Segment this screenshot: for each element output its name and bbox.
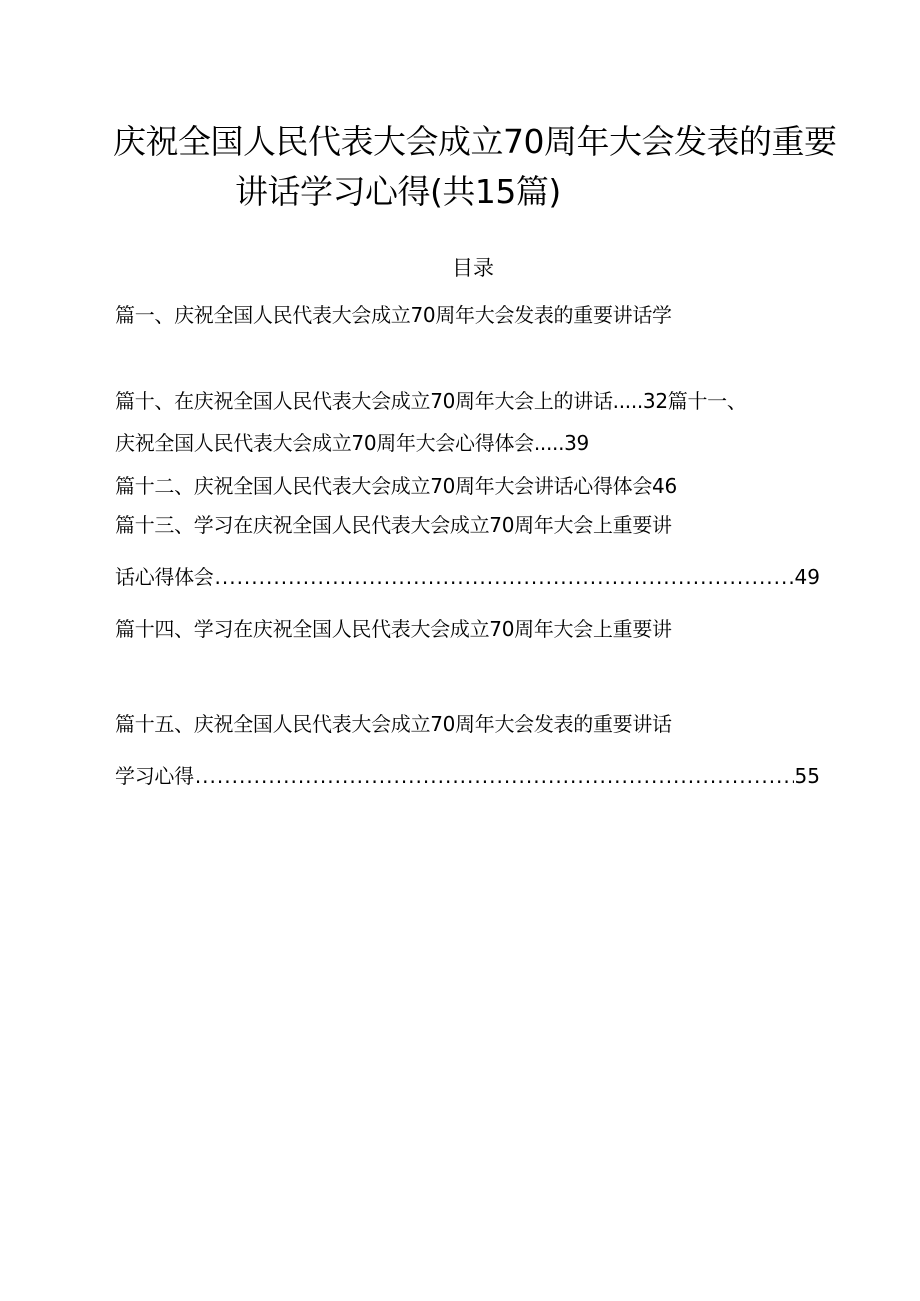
title-line-1: 庆祝全国人民代表大会成立70周年大会发表的重要 (113, 122, 837, 161)
toc-entry-15-cont[interactable] (115, 762, 820, 790)
toc-entry-text: 学习心得 (115, 764, 194, 788)
page-number: 49 (794, 565, 820, 589)
toc-entry-15[interactable]: 篇十五、庆祝全国人民代表大会成立70周年大会发表的重要讲话 (115, 712, 672, 736)
page-number: 55 (794, 764, 820, 788)
toc-entry-14[interactable]: 篇十四、学习在庆祝全国人民代表大会成立70周年大会上重要讲 (115, 617, 672, 641)
toc-entry-13[interactable]: 篇十三、学习在庆祝全国人民代表大会成立70周年大会上重要讲 (115, 513, 672, 537)
dot-leader (195, 762, 794, 790)
title-line-2: 讲话学习心得(共15篇) (235, 172, 561, 211)
toc-entry-1[interactable]: 篇一、庆祝全国人民代表大会成立70周年大会发表的重要讲话学 (115, 303, 672, 327)
toc-heading: 目录 (452, 256, 494, 280)
toc-entry-12[interactable]: 篇十二、庆祝全国人民代表大会成立70周年大会讲话心得体会46 (115, 474, 677, 498)
toc-entry-text: 话心得体会 (115, 565, 214, 589)
toc-entry-10-11[interactable]: 篇十、在庆祝全国人民代表大会成立70周年大会上的讲话.....32篇十一、 (115, 389, 747, 413)
dot-leader (215, 563, 794, 591)
toc-entry-11-cont[interactable]: 庆祝全国人民代表大会成立70周年大会心得体会.....39 (115, 431, 589, 455)
toc-entry-13-cont[interactable] (115, 563, 820, 591)
